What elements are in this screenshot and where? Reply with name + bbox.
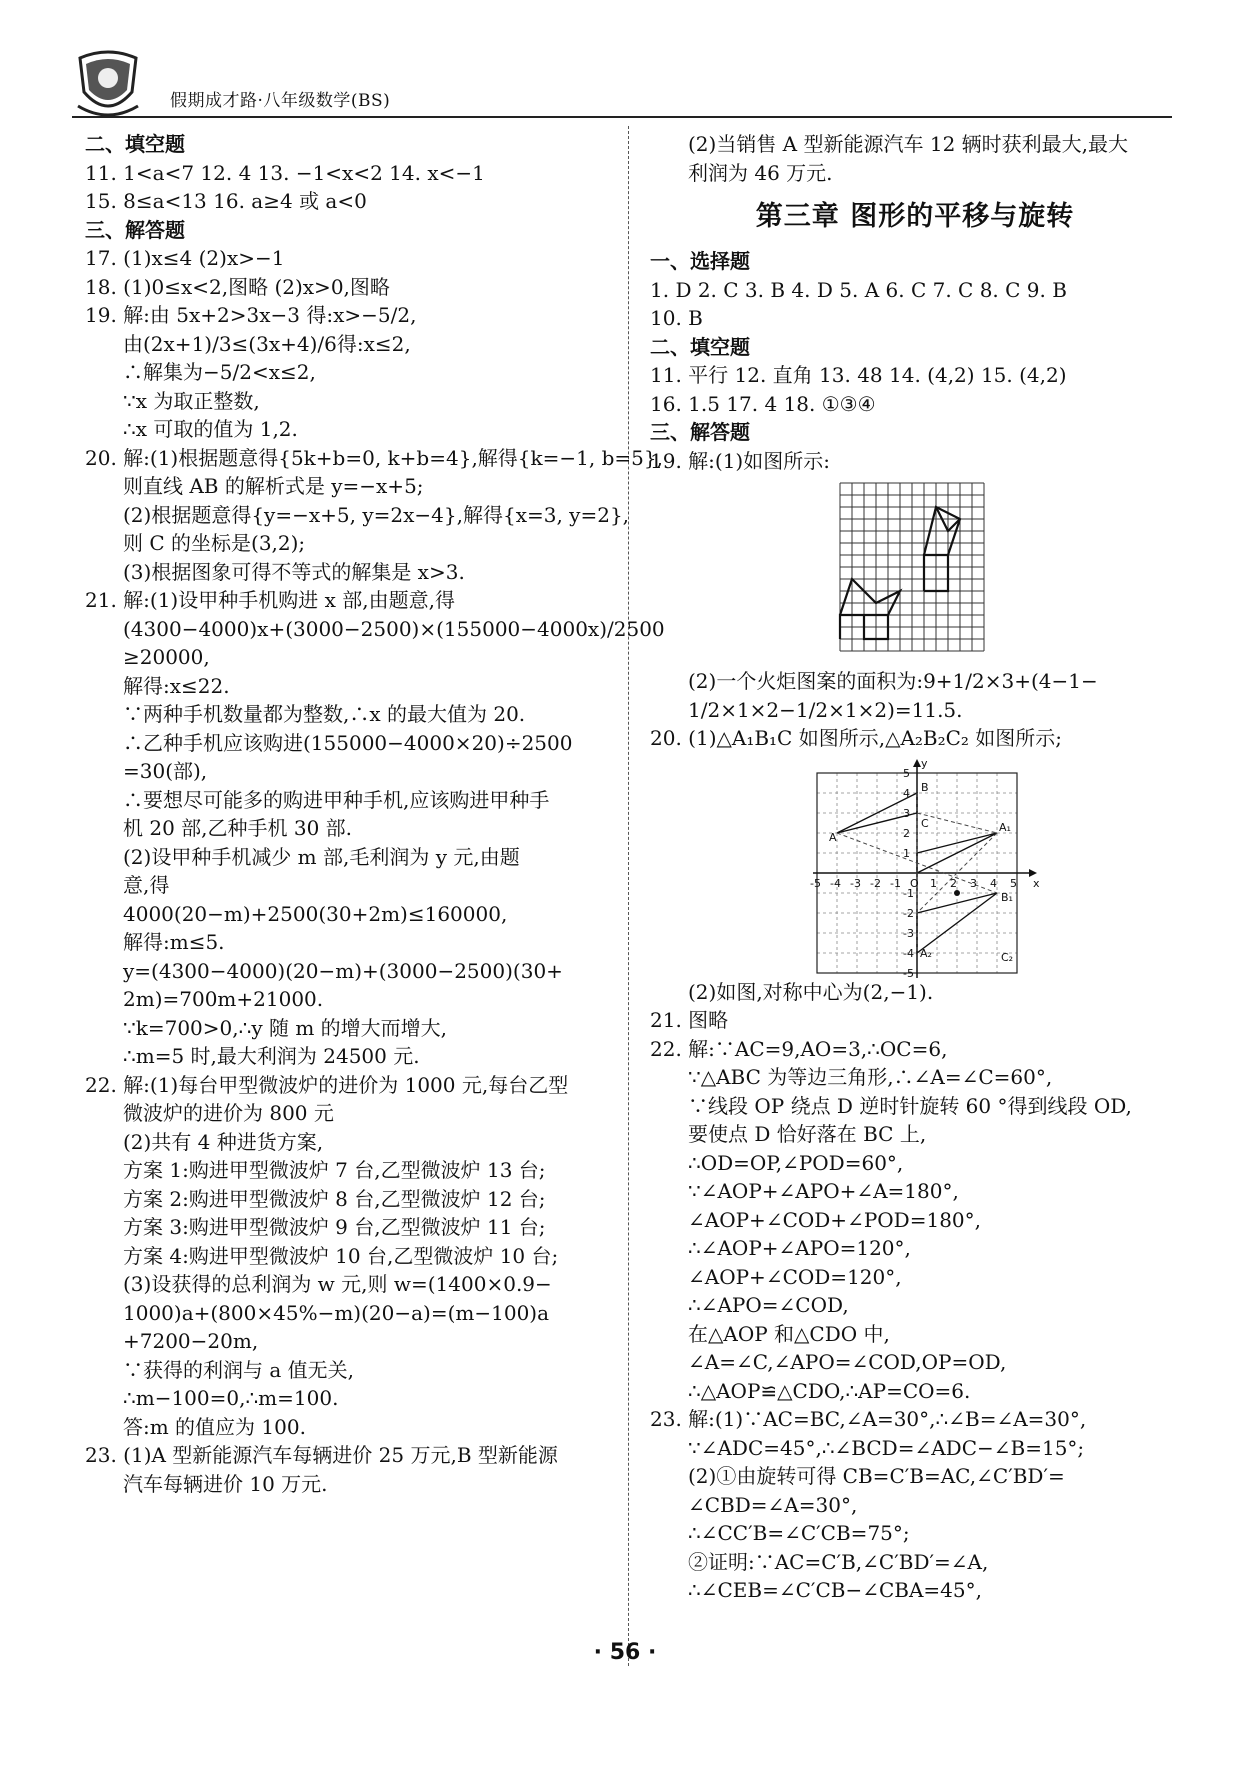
- text-line: ∵x 为取正整数,: [123, 388, 260, 413]
- school-crest-logo: [72, 48, 144, 120]
- text-line: 23. 解:(1)∵AC=BC,∠A=30°,∴∠B=∠A=30°,: [650, 1407, 1087, 1431]
- text-line: 汽车每辆进价 10 万元.: [123, 1471, 328, 1496]
- text-line: ∴∠CEB=∠C′CB−∠CBA=45°,: [688, 1578, 982, 1602]
- text-line: 由(2x+1)/3≤(3x+4)/6得:x≤2,: [123, 331, 411, 356]
- text-line: (2)根据题意得{y=−x+5, y=2x−4},解得{x=3, y=2},: [123, 502, 630, 527]
- y-axis-label: y: [921, 756, 928, 770]
- text-line: ∴△AOP≌△CDO,∴AP=CO=6.: [688, 1378, 971, 1403]
- text-line: 20. (1)△A₁B₁C 如图所示,△A₂B₂C₂ 如图所示;: [650, 726, 1063, 750]
- text-line: (2)①由旋转可得 CB=C′B=AC,∠C′BD′=: [688, 1464, 1065, 1488]
- text-line: 1. D 2. C 3. B 4. D 5. A 6. C 7. C 8. C 9. B: [650, 277, 1067, 302]
- x-tick-label: 4: [990, 876, 997, 890]
- text-line: 解得:m≤5.: [123, 930, 225, 954]
- text-line: 利润为 46 万元.: [688, 160, 833, 185]
- header-title: 假期成才路·八年级数学(BS): [170, 91, 391, 111]
- text-line: 方案 3:购进甲型微波炉 9 台,乙型微波炉 11 台;: [123, 1215, 546, 1239]
- text-line: +7200−20m,: [123, 1329, 259, 1353]
- text-line: =30(部),: [123, 759, 208, 783]
- text-line: (2)当销售 A 型新能源汽车 12 辆时获利最大,最大: [688, 132, 1129, 156]
- text-line: y=(4300−4000)(20−m)+(3000−2500)(30+: [123, 958, 563, 983]
- text-line: 三、解答题: [85, 217, 185, 242]
- x-tick-label: -5: [810, 876, 821, 890]
- text-line: 18. (1)0≤x<2,图略 (2)x>0,图略: [85, 274, 390, 299]
- point-label: A₁: [999, 820, 1011, 834]
- grid: [840, 483, 984, 651]
- text-line: ∵两种手机数量都为整数,∴x 的最大值为 20.: [123, 702, 526, 726]
- text-line: ∴要想尽可能多的购进甲种手机,应该购进甲种手: [123, 787, 550, 812]
- y-tick-label: -4: [903, 946, 914, 960]
- text-line: ∵∠AOP+∠APO+∠A=180°,: [688, 1179, 959, 1203]
- text-line: ∴OD=OP,∠POD=60°,: [688, 1150, 904, 1175]
- text-line: 19. 解:(1)如图所示:: [650, 448, 830, 473]
- text-line: 则 C 的坐标是(3,2);: [123, 531, 306, 555]
- x-tick-label: 5: [1010, 876, 1017, 890]
- y-tick-label: 2: [903, 826, 910, 840]
- text-line: 20. 解:(1)根据题意得{5k+b=0, k+b=4},解得{k=−1, b=5},: [85, 445, 663, 470]
- text-line: ∴乙种手机应该购进(155000−4000×20)÷2500: [123, 730, 573, 755]
- text-line: 则直线 AB 的解析式是 y=−x+5;: [123, 474, 424, 498]
- text-line: 方案 1:购进甲型微波炉 7 台,乙型微波炉 13 台;: [123, 1158, 546, 1182]
- text-line: 解得:x≤22.: [123, 673, 230, 698]
- text-line: (2)一个火炬图案的面积为:9+1/2×3+(4−1−: [688, 669, 1098, 693]
- y-tick-label: 4: [903, 786, 910, 800]
- text-line: 意,得: [123, 873, 170, 897]
- text-line: ≥20000,: [123, 645, 210, 669]
- x-tick-label: 1: [930, 876, 937, 890]
- text-line: 微波炉的进价为 800 元: [123, 1101, 334, 1125]
- x-tick-label: -2: [870, 876, 881, 890]
- text-line: 答:m 的值应为 100.: [123, 1414, 306, 1439]
- x-tick-label: -3: [850, 876, 861, 890]
- chapter-title: 第三章 图形的平移与旋转: [755, 201, 1075, 232]
- x-tick-label: 2: [950, 876, 957, 890]
- text-line: 22. 解:∵AC=9,AO=3,∴OC=6,: [650, 1036, 948, 1061]
- text-line: 11. 1<a<7 12. 4 13. −1<x<2 14. x<−1: [85, 160, 485, 185]
- point-label: B₁: [1001, 890, 1013, 904]
- text-line: 方案 4:购进甲型微波炉 10 台,乙型微波炉 10 台;: [123, 1243, 559, 1268]
- text-line: 三、解答题: [650, 420, 750, 444]
- text-line: ∠AOP+∠COD+∠POD=180°,: [688, 1207, 981, 1232]
- text-line: 21. 解:(1)设甲种手机购进 x 部,由题意,得: [85, 588, 455, 612]
- text-line: 要使点 D 恰好落在 BC 上,: [688, 1122, 927, 1146]
- page-number: · 56 ·: [593, 1640, 657, 1665]
- column-divider: [628, 126, 629, 1666]
- text-line: ∴∠APO=∠COD,: [688, 1293, 849, 1317]
- page-header: [72, 42, 1172, 124]
- text-line: ∵k=700>0,∴y 随 m 的增大而增大,: [123, 1015, 448, 1040]
- text-line: 21. 图略: [650, 1008, 729, 1032]
- y-tick-label: 3: [903, 806, 910, 820]
- text-line: 二、填空题: [650, 334, 750, 359]
- text-line: 二、填空题: [85, 132, 185, 156]
- point-label: C: [921, 816, 929, 830]
- text-line: 22. 解:(1)每台甲型微波炉的进价为 1000 元,每台乙型: [85, 1072, 569, 1097]
- right-column: [650, 130, 1180, 1605]
- text-line: 1000)a+(800×45%−m)(20−a)=(m−100)a: [123, 1300, 550, 1325]
- text-line: ∵△ABC 为等边三角形,∴∠A=∠C=60°,: [688, 1065, 1053, 1089]
- text-line: 一、选择题: [650, 249, 750, 273]
- text-line: ∠A=∠C,∠APO=∠COD,OP=OD,: [688, 1350, 1007, 1374]
- text-line: 在△AOP 和△CDO 中,: [688, 1321, 890, 1346]
- text-line: ∴∠CC′B=∠C′CB=75°;: [688, 1521, 910, 1545]
- text-line: 23. (1)A 型新能源汽车每辆进价 25 万元,B 型新能源: [85, 1443, 558, 1467]
- y-tick-label: -2: [903, 906, 914, 920]
- y-tick-label: -3: [903, 926, 914, 940]
- text-line: (2)如图,对称中心为(2,−1).: [688, 979, 934, 1004]
- text-line: 15. 8≤a<13 16. a≥4 或 a<0: [85, 189, 367, 213]
- point-label: A₂: [920, 946, 932, 960]
- text-line: ∠AOP+∠COD=120°,: [688, 1264, 902, 1289]
- text-line: ∴m−100=0,∴m=100.: [123, 1386, 339, 1410]
- text-line: 4000(20−m)+2500(30+2m)≤160000,: [123, 901, 508, 926]
- text-line: ∵线段 OP 绕点 D 逆时针旋转 60 °得到线段 OD,: [688, 1093, 1132, 1118]
- text-line: ∴m=5 时,最大利润为 24500 元.: [123, 1044, 420, 1068]
- text-line: ∵获得的利润与 a 值无关,: [123, 1357, 354, 1382]
- y-tick-label: -1: [903, 886, 914, 900]
- point-label: B: [921, 780, 929, 794]
- x-tick-label: O: [910, 876, 919, 890]
- text-line: (3)设获得的总利润为 w 元,则 w=(1400×0.9−: [123, 1272, 552, 1296]
- text-line: ②证明:∵AC=C′B,∠C′BD′=∠A,: [688, 1549, 989, 1574]
- text-line: ∠CBD=∠A=30°,: [688, 1492, 858, 1517]
- header-rule: [72, 116, 1172, 118]
- text-line: 10. B: [650, 306, 703, 330]
- point-label: C₂: [1001, 950, 1014, 964]
- y-tick-label: 1: [903, 846, 910, 860]
- text-line: 16. 1.5 17. 4 18. ①③④: [650, 391, 876, 416]
- y-tick-label: -5: [903, 966, 914, 978]
- torch-grid-figure: [650, 477, 1180, 667]
- text-line: 机 20 部,乙种手机 30 部.: [123, 816, 353, 840]
- text-line: ∵∠ADC=45°,∴∠BCD=∠ADC−∠B=15°;: [688, 1435, 1085, 1460]
- text-line: 11. 平行 12. 直角 13. 48 14. (4,2) 15. (4,2): [650, 363, 1067, 387]
- text-line: ∴∠AOP+∠APO=120°,: [688, 1236, 911, 1260]
- text-line: ∴解集为−5/2<x≤2,: [123, 360, 316, 384]
- left-column: [85, 130, 665, 1498]
- text-line: 方案 2:购进甲型微波炉 8 台,乙型微波炉 12 台;: [123, 1186, 546, 1211]
- text-line: (2)设甲种手机减少 m 部,毛利润为 y 元,由题: [123, 844, 520, 869]
- text-line: 19. 解:由 5x+2>3x−3 得:x>−5/2,: [85, 303, 417, 327]
- x-tick-label: -4: [830, 876, 841, 890]
- text-line: 1/2×1×2−1/2×1×2)=11.5.: [688, 697, 963, 722]
- text-line: 2m)=700m+21000.: [123, 987, 324, 1011]
- text-line: (3)根据图象可得不等式的解集是 x>3.: [123, 559, 465, 584]
- text-line: (2)共有 4 种进货方案,: [123, 1129, 324, 1154]
- text-line: 17. (1)x≤4 (2)x>−1: [85, 246, 285, 270]
- x-tick-label: 3: [970, 876, 977, 890]
- point-label: A: [829, 830, 837, 844]
- text-line: (4300−4000)x+(3000−2500)×(155000−4000x)/2500: [123, 616, 665, 641]
- x-tick-label: -1: [890, 876, 901, 890]
- x-axis-label: x: [1033, 876, 1040, 890]
- y-tick-label: 5: [903, 766, 910, 780]
- coordinate-figure: [650, 753, 1180, 978]
- text-line: ∴x 可取的值为 1,2.: [123, 417, 298, 441]
